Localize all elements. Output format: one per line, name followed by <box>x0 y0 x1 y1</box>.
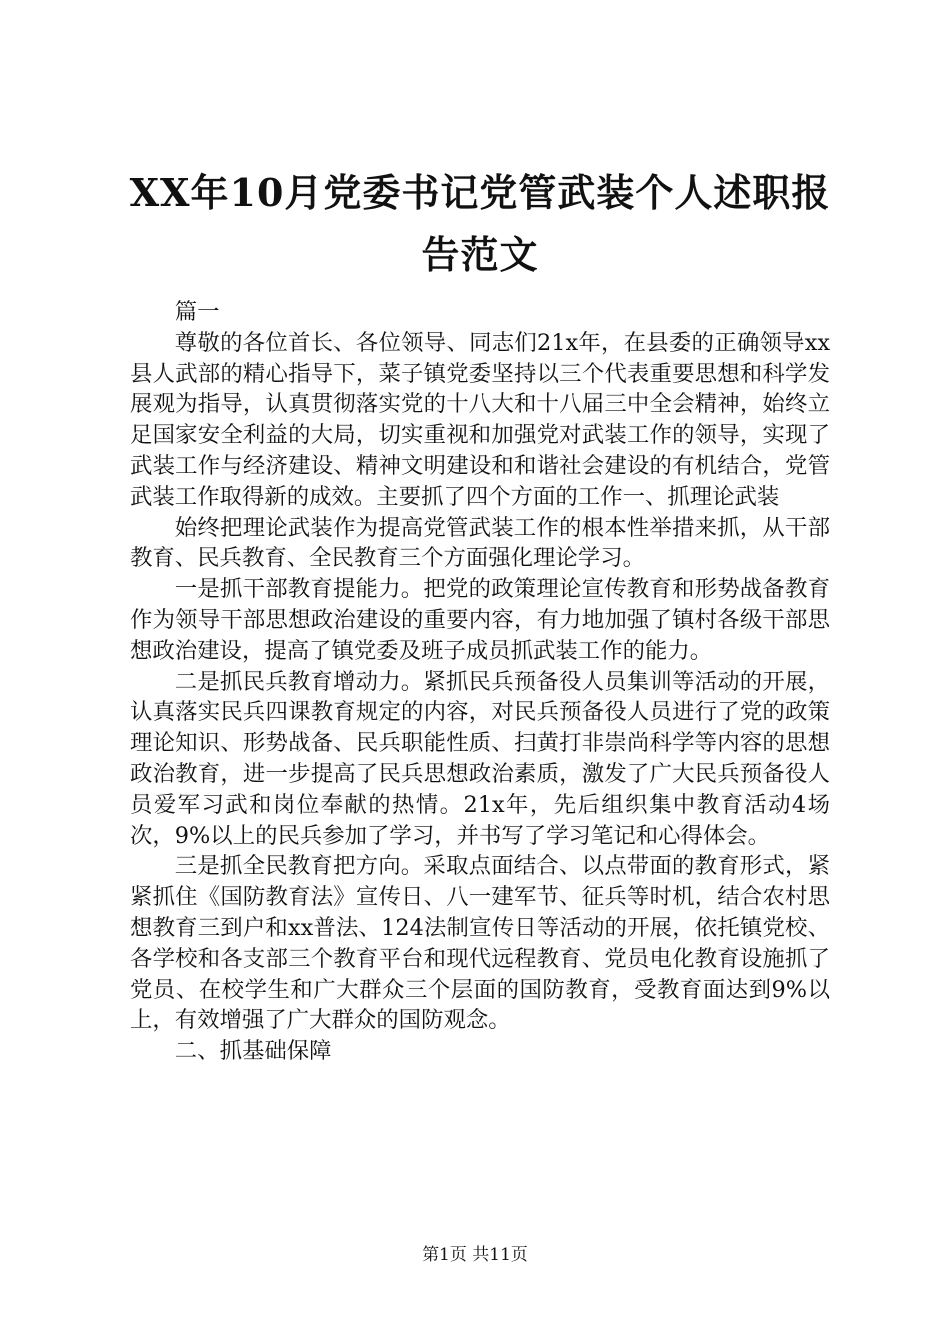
paragraph-cadre-education: 一是抓干部教育提能力。把党的政策理论宣传教育和形势战备教育作为领导干部思想政治建设的重要内容，有力地加强了镇村各级干部思想政治建设，提高了镇党委及班子成员抓武装工作的能力。 <box>130 576 830 664</box>
paragraph-opening: 尊敬的各位首长、各位领导、同志们21x年，在县委的正确领导xx县人武部的精心指导下，菜子镇党委坚持以三个代表重要思想和科学发展观为指导，认真贯彻落实党的十八大和十八届三中全会精神，始终立足国家安全利益的大局，切实重视和加强党对武装工作的领导，实现了武装工作与经济建设、精神文明建设和和谐社会建设的有机结合，党管武装工作取得新的成效。主要抓了四个方面的工作一、抓理论武装 <box>130 329 830 510</box>
paragraph-militia-education: 二是抓民兵教育增动力。紧抓民兵预备役人员集训等活动的开展，认真落实民兵四课教育规定的内容，对民兵预备役人员进行了党的政策理论知识、形势战备、民兵职能性质、扫黄打非崇尚科学等内容的思想政治教育，进一步提高了民兵思想政治素质，激发了广大民兵预备役人员爱军习武和岗位奉献的热情。21x年，先后组织集中教育活动4场次，9%以上的民兵参加了学习，并书写了学习笔记和心得体会。 <box>130 668 830 849</box>
paragraph-theory-overview: 始终把理论武装作为提高党管武装工作的根本性举措来抓，从干部教育、民兵教育、全民教育三个方面强化理论学习。 <box>130 514 830 572</box>
document-title: XX年10月党委书记党管武装个人述职报告范文 <box>129 170 831 277</box>
page-number-footer: 第1页 共11页 <box>422 1245 528 1265</box>
document-body <box>130 297 830 1067</box>
section-heading-foundation: 二、抓基础保障 <box>174 1038 332 1065</box>
paragraph-public-education: 三是抓全民教育把方向。采取点面结合、以点带面的教育形式，紧紧抓住《国防教育法》宣传日、八一建军节、征兵等时机，结合农村思想教育三到户和xx普法、124法制宣传日等活动的开展，依托镇党校、各学校和各支部三个教育平台和现代远程教育、党员电化教育设施抓了党员、在校学生和广大群众三个层面的国防教育，受教育面达到9%以上，有效增强了广大群众的国防观念。 <box>130 853 830 1034</box>
section-heading-part-one: 篇一 <box>174 299 220 325</box>
